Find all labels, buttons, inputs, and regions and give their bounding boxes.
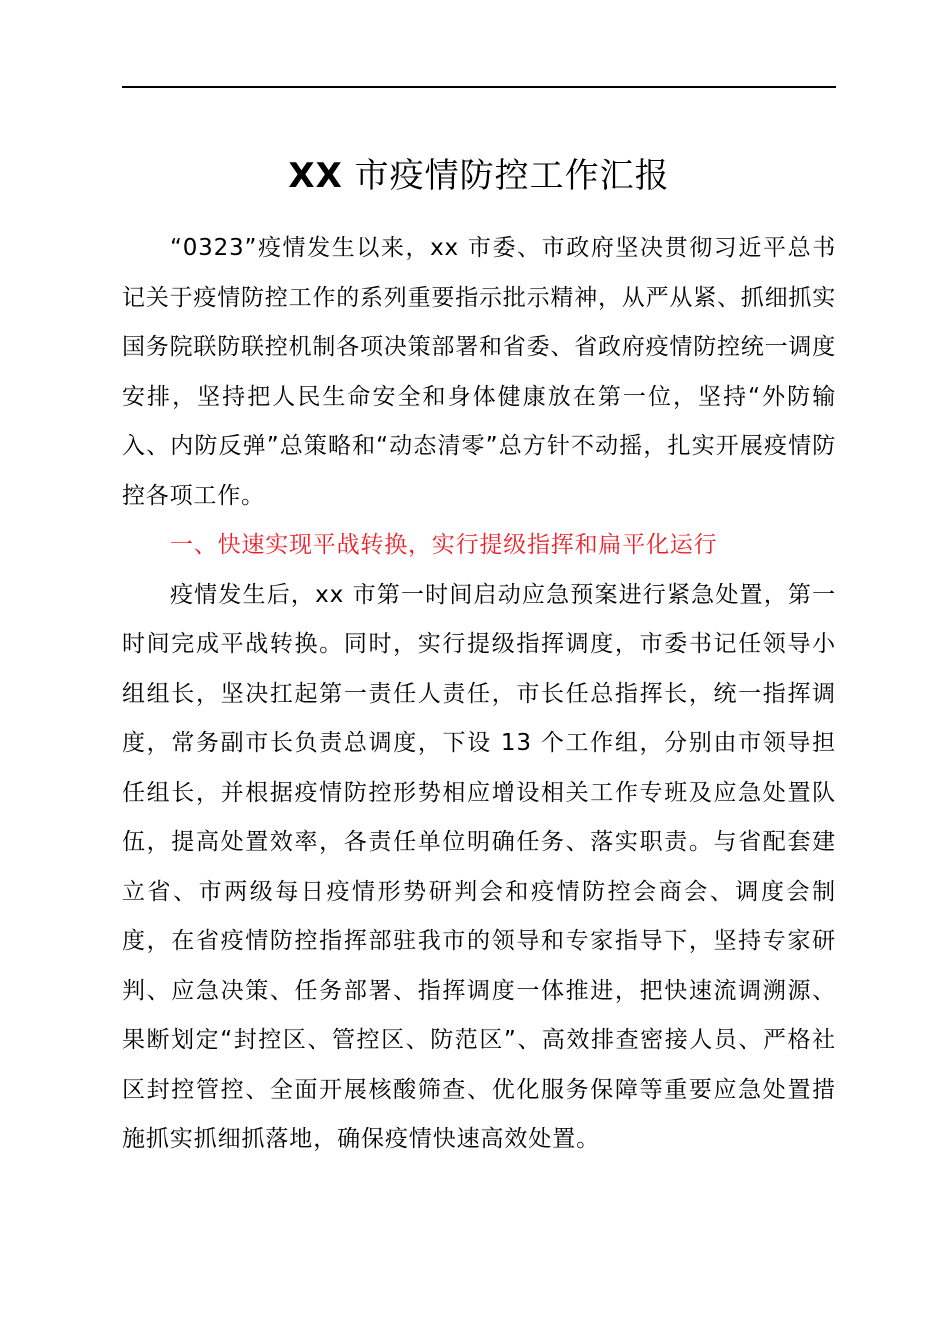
title-prefix: XX bbox=[288, 156, 343, 196]
title-text: 市疫情防控工作汇报 bbox=[342, 156, 670, 196]
document-body bbox=[122, 224, 836, 1165]
document-title bbox=[122, 148, 836, 204]
header-rule bbox=[122, 86, 836, 88]
intro-paragraph: “0323”疫情发生以来，xx 市委、市政府坚决贯彻习近平总书记关于疫情防控工作的系列重要指示批示精神，从严从紧、抓细抓实国务院联防联控机制各项决策部署和省委、省政府疫情防控统一调度安排，坚持把人民生命安全和身体健康放在第一位，坚持“外防输入、内防反弹”总策略和“动态清零”总方针不动摇，扎实开展疫情防控各项工作。 bbox=[122, 235, 836, 509]
section-heading-1: 一、快速实现平战转换，实行提级指挥和扁平化运行 bbox=[170, 532, 718, 558]
section-1-paragraph: 疫情发生后，xx 市第一时间启动应急预案进行紧急处置，第一时间完成平战转换。同时，实行提级指挥调度，市委书记任领导小组组长，坚决扛起第一责任人责任，市长任总指挥长，统一指挥调度，常务副市长负责总调度，下设 13 个工作组，分别由市领导担任组长，并根据疫情防控形势相应增设相关工作专班及应急处置队伍，提高处置效率，各责任单位明确任务、落实职责。与省配套建立省、市两级每日疫情形势研判会和疫情防控会商会、调度会制度，在省疫情防控指挥部驻我市的领导和专家指导下，坚持专家研判、应急决策、任务部署、指挥调度一体推进，把快速流调溯源、果断划定“封控区、管控区、防范区”、高效排查密接人员、严格社区封控管控、全面开展核酸筛查、优化服务保障等重要应急处置措施抓实抓细抓落地，确保疫情快速高效处置。 bbox=[122, 581, 836, 1152]
